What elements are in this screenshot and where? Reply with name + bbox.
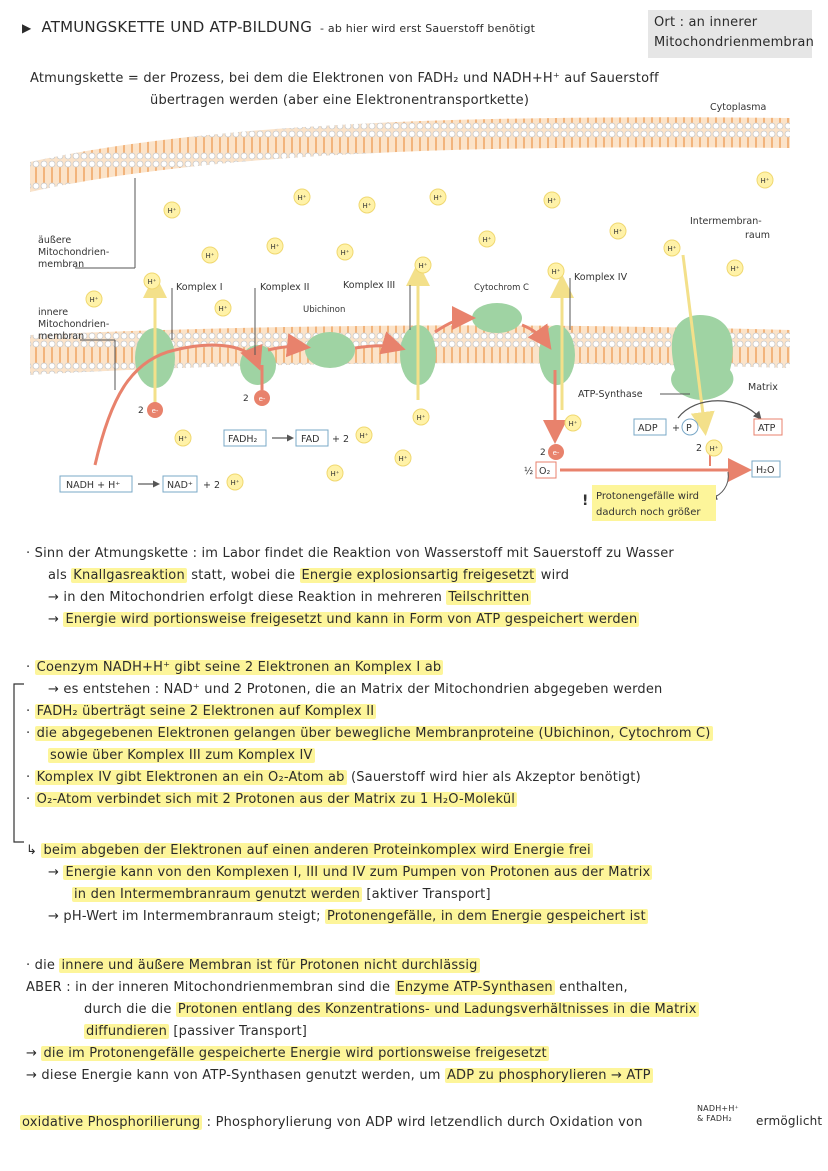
svg-text:raum: raum xyxy=(745,230,771,241)
svg-text:Komplex I: Komplex I xyxy=(176,282,223,293)
respiratory-chain-diagram xyxy=(0,100,828,530)
svg-text:Mitochondrien-: Mitochondrien- xyxy=(38,247,110,258)
svg-text:Intermembran-: Intermembran- xyxy=(690,216,762,227)
svg-text:Matrix: Matrix xyxy=(748,382,778,393)
svg-text:H⁺: H⁺ xyxy=(709,445,719,453)
atp-synthase-shape xyxy=(671,315,733,400)
svg-text:H⁺: H⁺ xyxy=(760,177,770,185)
svg-text:P: P xyxy=(686,423,692,434)
svg-text:äußere: äußere xyxy=(38,235,72,246)
svg-text:H⁺: H⁺ xyxy=(418,262,428,270)
svg-text:membran: membran xyxy=(38,259,85,270)
paragraph-oxidative-phosphorylation: oxidative Phosphorilierung : Phosphorylierung von ADP wird letzendlich durch Oxidation von xyxy=(22,1115,643,1130)
bullet-triangle-icon: ▶ xyxy=(22,21,32,35)
svg-text:H⁺: H⁺ xyxy=(178,435,188,443)
svg-text:dadurch noch größer: dadurch noch größer xyxy=(596,507,701,518)
complex-4 xyxy=(539,325,575,385)
page-title: ▶ ATMUNGSKETTE UND ATP-BILDUNG - ab hier wird erst Sauerstoff benötigt xyxy=(22,18,536,36)
location-box xyxy=(648,10,815,58)
paragraph-energy: ↳ beim abgeben der Elektronen auf einen anderen Proteinkomplex wird Energie frei → Energie kann von den Komplexen I, III und IV zum Pumpen von Protonen aus der Matrix in den Intermembranraum genutzt werden [aktiver Transport] → pH-Wert im Intermembranraum steigt; Protonengefälle, in dem Energie gespeichert ist xyxy=(26,843,651,924)
svg-text:Ubichinon: Ubichinon xyxy=(303,305,346,315)
svg-text:membran: membran xyxy=(38,331,85,342)
svg-text:Cytochrom C: Cytochrom C xyxy=(474,283,529,293)
svg-text:½: ½ xyxy=(524,466,534,477)
bracket-line xyxy=(10,682,30,852)
svg-text:H⁺: H⁺ xyxy=(398,455,408,463)
svg-text:2: 2 xyxy=(696,443,703,454)
svg-text:Komplex II: Komplex II xyxy=(260,282,310,293)
svg-text:ATP-Synthase: ATP-Synthase xyxy=(578,389,643,400)
paragraph-purpose: · Sinn der Atmungskette : im Labor findet die Reaktion von Wasserstoff mit Sauerstoff zu Wasser als Knallgasreaktion statt, wobei die Energie explosionsartig freigesetzt wird → in den Mitochondrien erfolgt diese Reaktion in mehreren Teilschritten → Energie wird portionsweise freigesetzt und kann in Form von ATP gespeichert werden xyxy=(26,546,674,627)
definition-line-1: Atmungskette = der Prozess, bei dem die Elektronen von FADH₂ und NADH+H⁺ auf Sauerstoff xyxy=(30,71,659,86)
svg-text:H⁺: H⁺ xyxy=(218,305,228,313)
svg-text:H⁺: H⁺ xyxy=(416,414,426,422)
svg-text:H⁺: H⁺ xyxy=(547,197,557,205)
svg-text:FAD: FAD xyxy=(301,434,320,445)
svg-text:e-: e- xyxy=(552,449,560,457)
svg-text:H⁺: H⁺ xyxy=(359,432,369,440)
svg-text:H⁺: H⁺ xyxy=(613,228,623,236)
svg-text:H⁺: H⁺ xyxy=(89,296,99,304)
final-word: ermöglicht xyxy=(756,1114,823,1128)
svg-text:Komplex IV: Komplex IV xyxy=(574,272,628,283)
svg-text:H⁺: H⁺ xyxy=(340,249,350,257)
svg-text:2: 2 xyxy=(243,394,249,404)
oxidation-sources: NADH+H⁺ & FADH₂ xyxy=(697,1104,739,1123)
svg-text:ATP: ATP xyxy=(758,423,776,434)
svg-text:H⁺: H⁺ xyxy=(730,265,740,273)
paragraph-electron-transfer: · Coenzym NADH+H⁺ gibt seine 2 Elektronen an Komplex I ab → es entstehen : NAD⁺ und 2 Protonen, die an Matrix der Mitochondrien abgegeben werden · FADH₂ überträgt seine 2 Elektronen auf Komplex II · die abgegebenen Elektronen gelangen über bewegliche Membranproteine (Ubichinon, Cytochrom C) sowie über Komplex III zum Komplex IV · Komplex IV gibt Elektronen an ein O₂-Atom ab (Sauerstoff wird hier als Akzeptor benötigt) · O₂-Atom verbindet sich mit 2 Protonen aus der Matrix zu 1 H₂O-Molekül xyxy=(26,660,711,807)
outer-membrane xyxy=(30,117,790,192)
svg-text:H⁺: H⁺ xyxy=(270,243,280,251)
svg-text:H⁺: H⁺ xyxy=(568,420,578,428)
svg-text:Protonengefälle wird: Protonengefälle wird xyxy=(596,491,700,502)
svg-text:ADP: ADP xyxy=(638,423,658,434)
svg-text:H⁺: H⁺ xyxy=(362,202,372,210)
svg-text:Komplex III: Komplex III xyxy=(343,280,396,291)
svg-text:H⁺: H⁺ xyxy=(551,268,561,276)
svg-text:H⁺: H⁺ xyxy=(330,470,340,478)
svg-text:H⁺: H⁺ xyxy=(667,245,677,253)
svg-text:!: ! xyxy=(582,493,589,509)
location-line-2: Mitochondrienmembran xyxy=(654,35,815,50)
svg-text:FADH₂: FADH₂ xyxy=(228,434,258,445)
svg-text:+: + xyxy=(672,423,680,434)
svg-text:2: 2 xyxy=(138,406,144,416)
svg-text:innere: innere xyxy=(38,307,69,318)
svg-text:Mitochondrien-: Mitochondrien- xyxy=(38,319,110,330)
cytochrom-c-shape xyxy=(472,303,522,333)
svg-text:H⁺: H⁺ xyxy=(482,236,492,244)
svg-text:2: 2 xyxy=(540,448,546,458)
svg-text:H⁺: H⁺ xyxy=(147,278,157,286)
svg-text:H⁺: H⁺ xyxy=(297,194,307,202)
svg-text:Cytoplasma: Cytoplasma xyxy=(710,102,767,113)
svg-text:H₂O: H₂O xyxy=(756,465,775,476)
svg-text:e-: e- xyxy=(258,395,266,403)
svg-text:e-: e- xyxy=(151,407,159,415)
svg-text:+ 2: + 2 xyxy=(332,434,350,445)
svg-text:NAD⁺: NAD⁺ xyxy=(167,480,193,491)
svg-text:NADH + H⁺: NADH + H⁺ xyxy=(66,480,121,491)
ubichinon-shape xyxy=(305,332,355,368)
svg-text:H⁺: H⁺ xyxy=(167,207,177,215)
definition-line-2: übertragen werden (aber eine Elektronentransportkette) xyxy=(150,93,530,108)
svg-text:H⁺: H⁺ xyxy=(205,252,215,260)
svg-text:H⁺: H⁺ xyxy=(433,194,443,202)
location-line-1: Ort : an innerer xyxy=(654,15,758,30)
svg-text:+ 2: + 2 xyxy=(203,480,221,491)
svg-text:H⁺: H⁺ xyxy=(230,479,240,487)
paragraph-atp-synthase: · die innere und äußere Membran ist für Protonen nicht durchlässig ABER : in der inneren Mitochondrienmembran sind die Enzyme ATP-Synthasen enthalten, durch die die Protonen entlang des Konzentrations- und Ladungsverhältnisses in die Matrix diffundieren [passiver Transport] → die im Protonengefälle gespeicherte Energie wird portionsweise freigesetzt → diese Energie kann von ATP-Synthasen genutzt werden, um ADP zu phosphorylieren → ATP xyxy=(26,958,697,1083)
svg-text:O₂: O₂ xyxy=(539,466,551,477)
